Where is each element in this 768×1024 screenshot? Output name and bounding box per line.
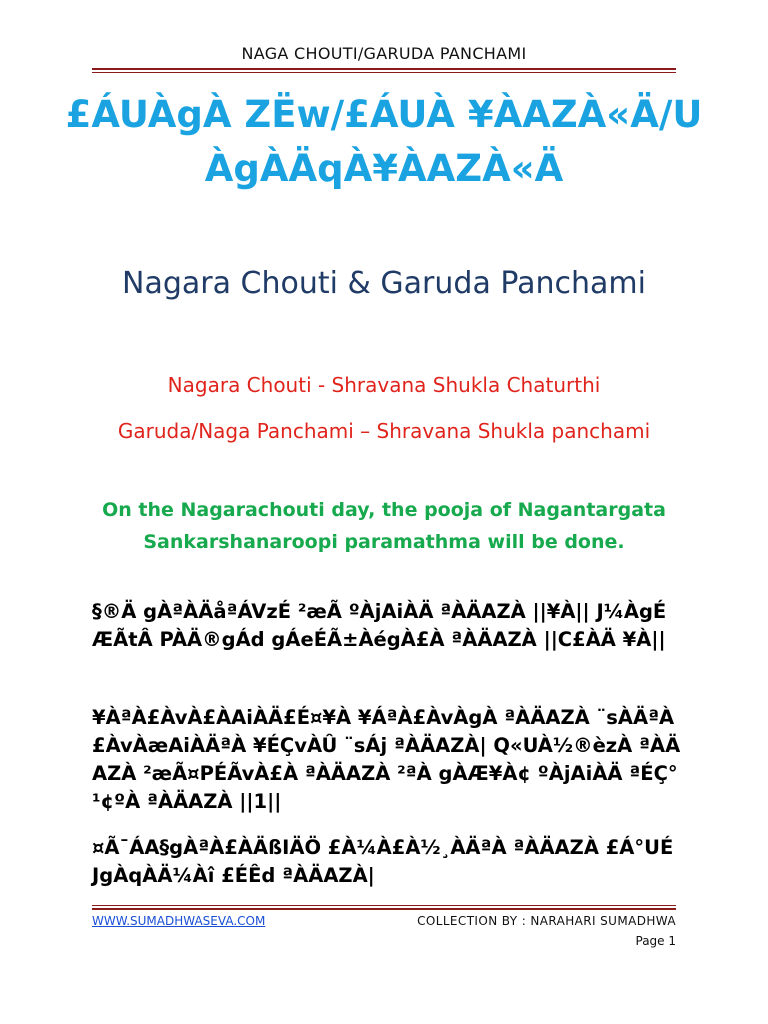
collection-credit: COLLECTION BY : NARAHARI SUMADHWA (417, 914, 676, 928)
website-link[interactable]: WWW.SUMADHWASEVA.COM (92, 914, 266, 928)
verse-1: §®Ä gÀªÀÄåªÁVzÉ ²æÃ ºÀjAiÀÄ ªÀÄAZÀ ||¥À|| J¼ÀgÉÆÃtÂ PÀÄ®gÁd gÁeÉÃ±ÀégÀ£À ªÀÄAZÀ ||C£ÀÄ ¥À|| (92, 600, 667, 651)
subtitle-garuda-panchami: Garuda/Naga Panchami – Shravana Shukla panchami (117, 419, 651, 443)
intro-text: On the Nagarachouti day, the pooja of Nagantargata Sankarshanaroopi paramathma will be done. (102, 499, 666, 553)
title-kannada: £ÁUÀgÀ ZËw/£ÁUÀ ¥ÀAZÀ«Ä/UÀgÀÄqÀ¥ÀAZÀ«Ä (65, 93, 703, 190)
verse-2: ¥ÀªÀ£ÀvÀ£ÀAiÀÄ£É¤¥À ¥ÁªÀ£ÀvÀgÀ ªÀÄAZÀ ¨sÀÄªÀ£ÀvÀæAiÀÄªÀ ¥ÉÇvÀÛ ¨sÁj ªÀÄAZÀ| Q«UÀ½®èzÀ ªÀÄAZÀ ²æÃ¤PÉÃvÀ£À ªÀÄAZÀ ²ªÀ gÀÆ¥À¢ ºÀjAiÀÄ ªÉÇ°¹¢ºÀ ªÀÄAZÀ ||1|| (92, 706, 681, 813)
footer-divider (92, 905, 676, 910)
verse-3: ¤Ã¯ÁA§gÀªÀ£ÀÄßIÄÖ £À¼À£À½¸ÀÄªÀ ªÀÄAZÀ £Á°UÉ JgÀqÀÄ¼Àî £ÉÊd ªÀÄAZÀ| (92, 836, 674, 887)
subtitle-nagara-chouti: Nagara Chouti - Shravana Shukla Chaturthi (167, 373, 601, 397)
page-number: Page 1 (635, 934, 676, 948)
header-divider (92, 68, 676, 73)
page-header-title: NAGA CHOUTI/GARUDA PANCHAMI (241, 44, 527, 63)
title-english: Nagara Chouti & Garuda Panchami (122, 266, 646, 301)
